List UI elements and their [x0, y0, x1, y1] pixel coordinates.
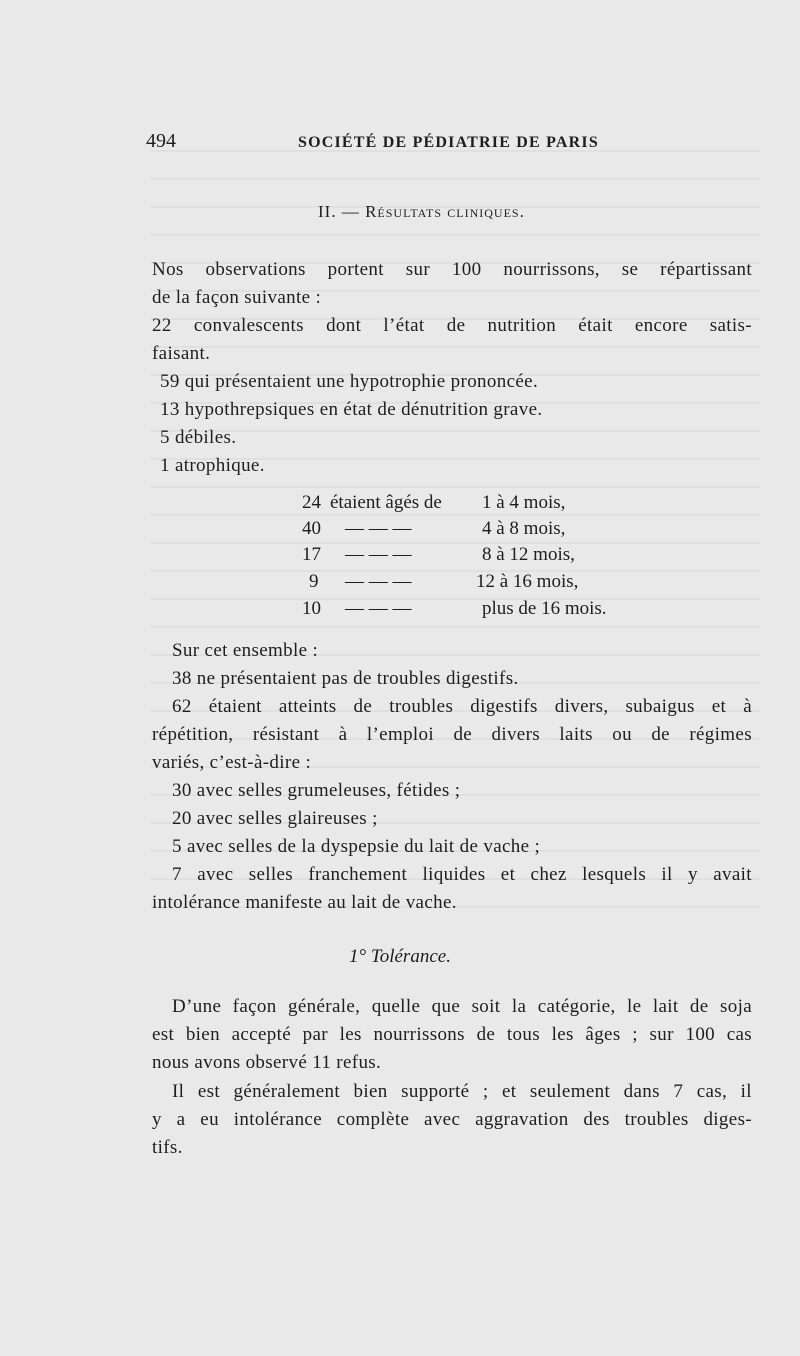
intro-line-6: 13 hypothrepsiques en état de dénutrition grave.	[160, 399, 543, 420]
age-count: 9	[309, 571, 319, 592]
age-count: 24	[302, 492, 321, 513]
intro-line-2: de la façon suivante :	[152, 287, 322, 308]
age-range: 8 à 12 mois,	[482, 544, 575, 565]
digestive-line-2: 38 ne présentaient pas de troubles digestifs.	[172, 668, 519, 689]
age-count: 10	[302, 598, 321, 619]
tolerance-line-3: nous avons observé 11 refus.	[152, 1052, 382, 1073]
age-range: 4 à 8 mois,	[482, 518, 566, 539]
digestive-line-6: 30 avec selles grumeleuses, fétides ;	[172, 780, 461, 801]
tolerance-line-6: tifs.	[152, 1137, 183, 1158]
digestive-line-3: 62 étaient atteints de troubles digestifs divers, subaigus et à	[172, 696, 752, 717]
age-range: 1 à 4 mois,	[482, 492, 566, 513]
tolerance-line-2: est bien accepté par les nourrissons de tous les âges ; sur 100 cas	[152, 1024, 752, 1045]
age-text: étaient âgés de	[330, 492, 442, 513]
digestive-line-1: Sur cet ensemble :	[172, 640, 319, 661]
tolerance-heading: 1° Tolérance.	[349, 946, 451, 967]
tolerance-line-5: y a eu intolérance complète avec aggravation des troubles diges-	[152, 1109, 752, 1130]
digestive-line-9: 7 avec selles franchement liquides et chez lesquels il y avait	[172, 864, 752, 885]
tolerance-line-4: Il est généralement bien supporté ; et seulement dans 7 cas, il	[172, 1081, 752, 1102]
age-text: — — —	[345, 518, 412, 539]
intro-line-4: faisant.	[152, 343, 211, 364]
intro-line-3: 22 convalescents dont l’état de nutrition était encore satis-	[152, 315, 752, 336]
age-range: 12 à 16 mois,	[476, 571, 579, 592]
digestive-line-8: 5 avec selles de la dyspepsie du lait de vache ;	[172, 836, 541, 857]
age-text: — — —	[345, 598, 412, 619]
age-count: 17	[302, 544, 321, 565]
section-title: II. — Résultats cliniques.	[318, 202, 525, 221]
digestive-line-10: intolérance manifeste au lait de vache.	[152, 892, 457, 913]
age-count: 40	[302, 518, 321, 539]
digestive-line-7: 20 avec selles glaireuses ;	[172, 808, 378, 829]
digestive-line-5: variés, c’est-à-dire :	[152, 752, 312, 773]
age-range: plus de 16 mois.	[482, 598, 607, 619]
tolerance-line-1: D’une façon générale, quelle que soit la catégorie, le lait de soja	[172, 996, 752, 1017]
digestive-line-4: répétition, résistant à l’emploi de divers laits ou de régimes	[152, 724, 752, 745]
age-text: — — —	[345, 571, 412, 592]
page-number: 494	[146, 130, 176, 152]
intro-line-8: 1 atrophique.	[160, 455, 265, 476]
running-header: SOCIÉTÉ DE PÉDIATRIE DE PARIS	[298, 134, 599, 151]
age-text: — — —	[345, 544, 412, 565]
intro-line-5: 59 qui présentaient une hypotrophie prononcée.	[160, 371, 539, 392]
intro-line-1: Nos observations portent sur 100 nourrissons, se répartissant	[152, 259, 752, 280]
intro-line-7: 5 débiles.	[160, 427, 237, 448]
